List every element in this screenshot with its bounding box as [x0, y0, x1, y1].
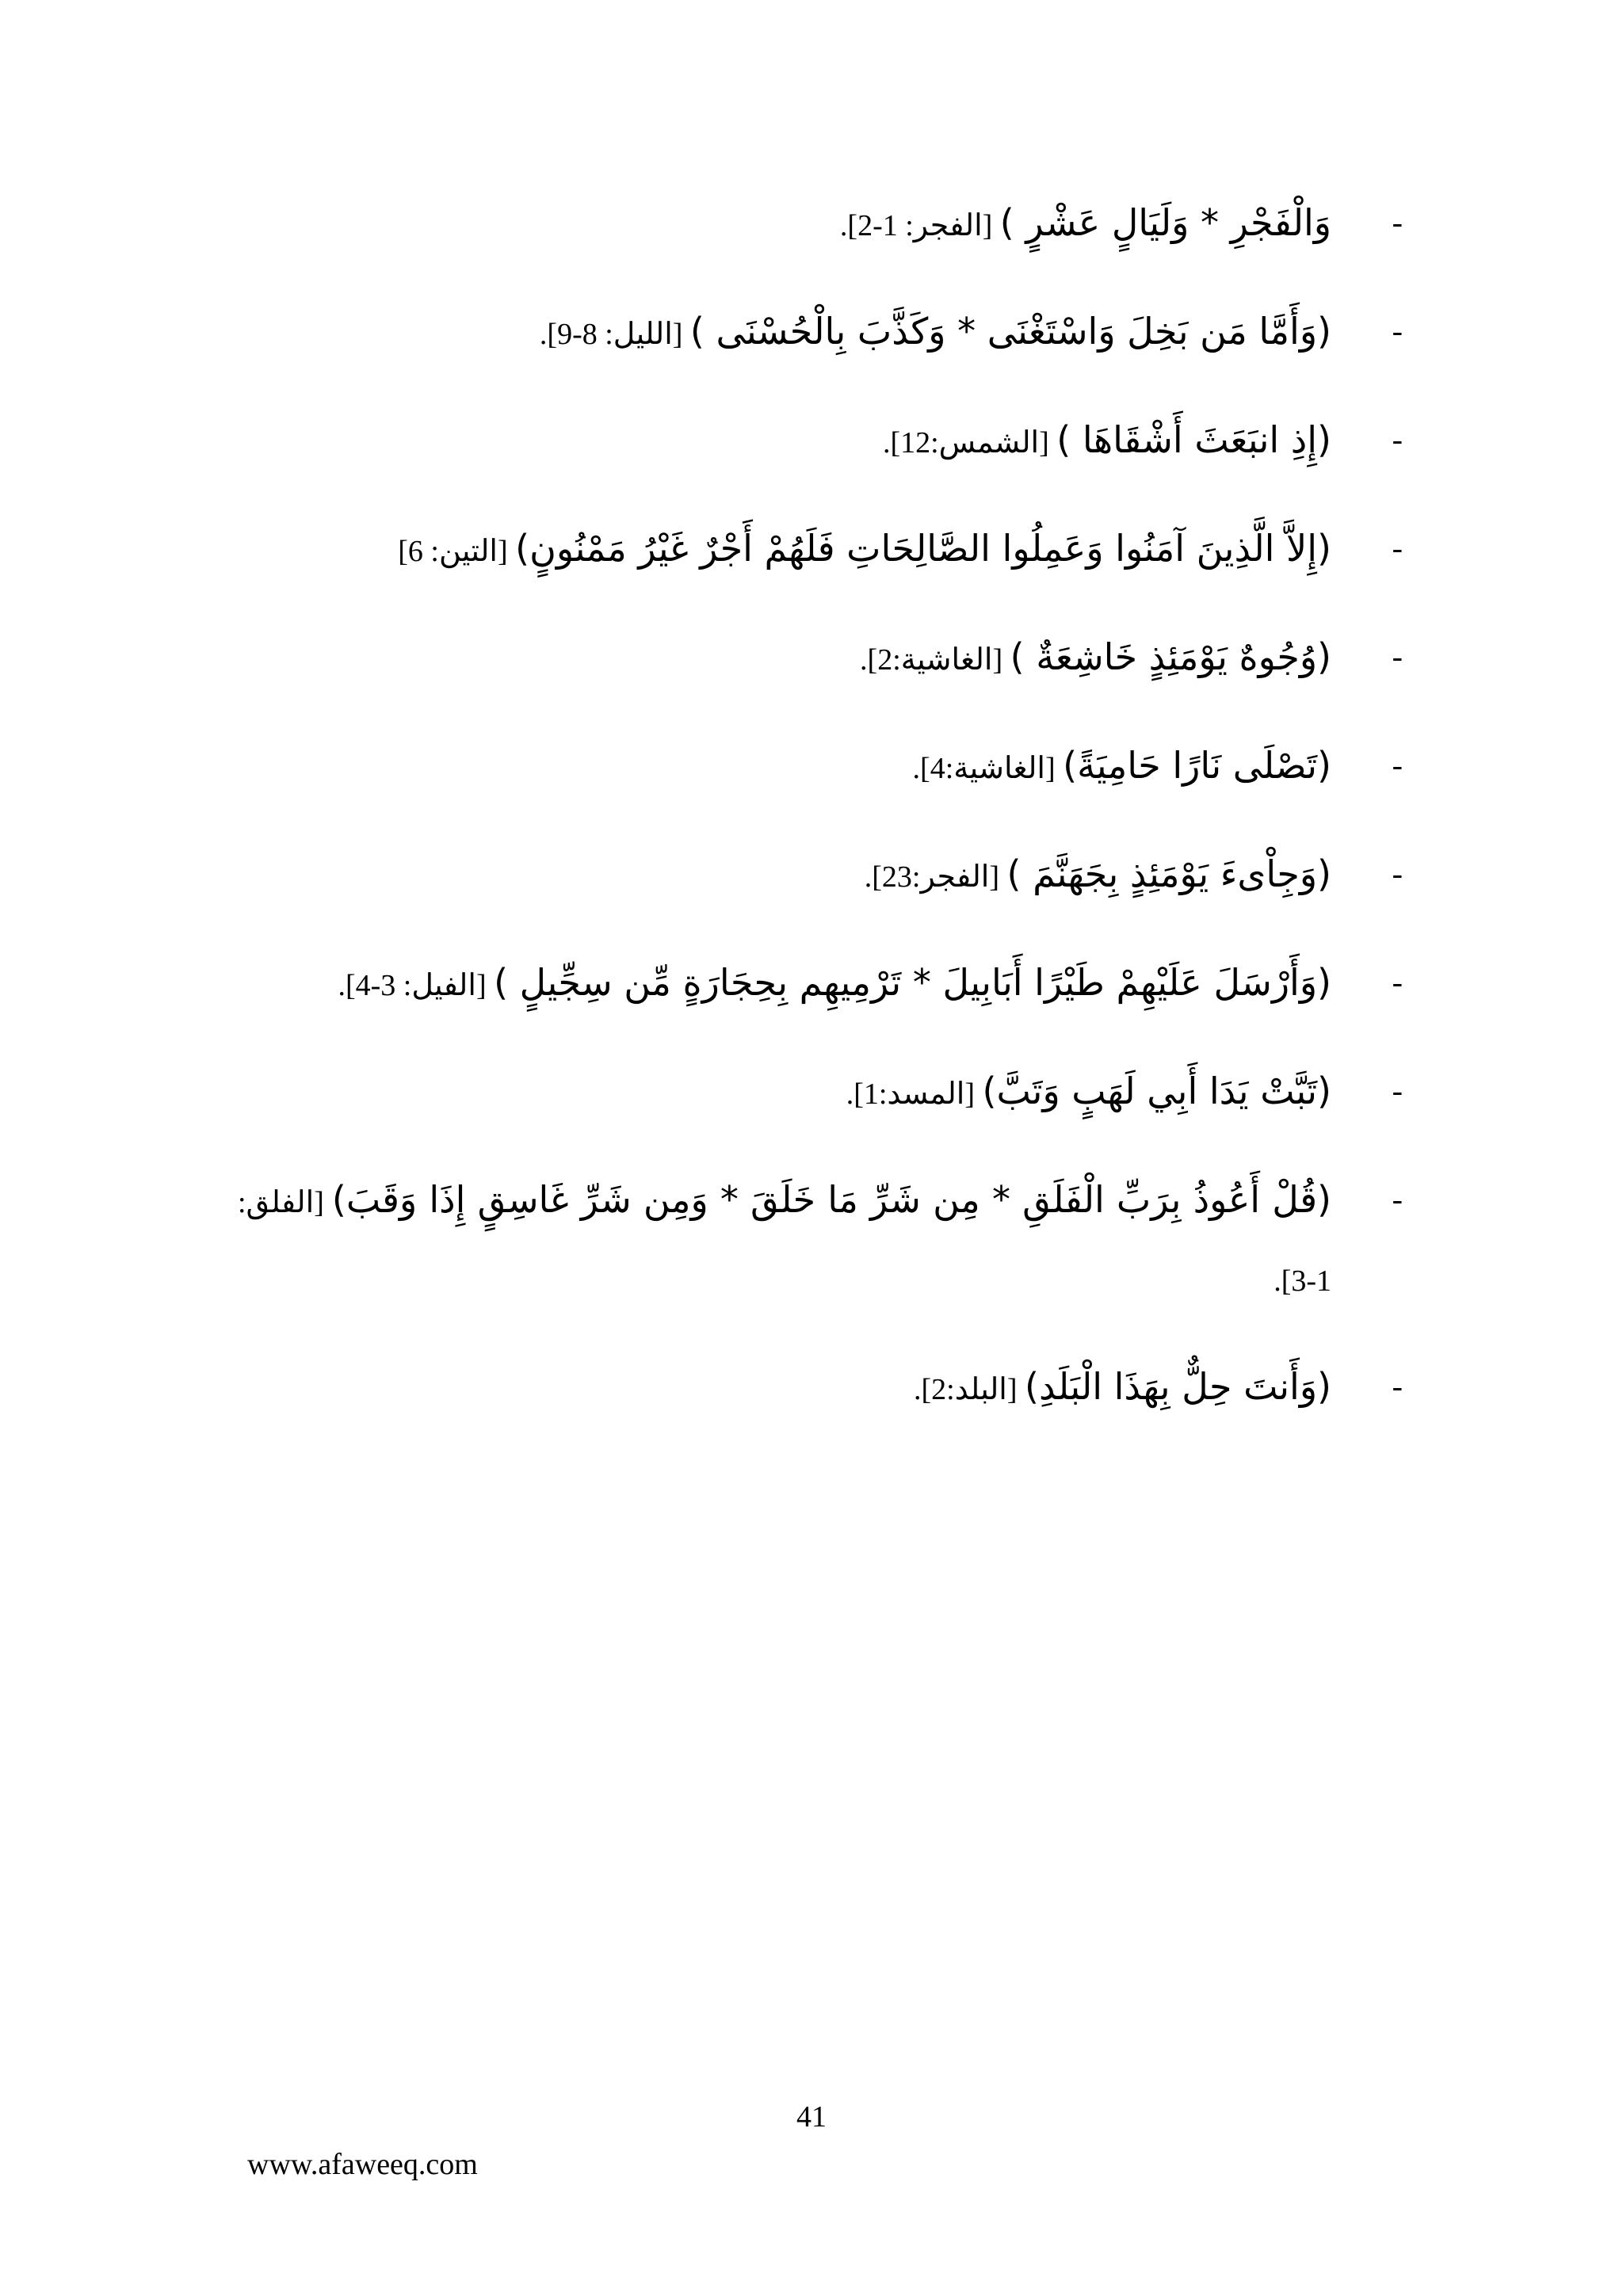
verse-text: (إِلاَّ الَّذِينَ آمَنُوا وَعَمِلُوا الصَّالِحَاتِ فَلَهُمْ أَجْرٌ غَيْرُ مَمْنُونٍ): [515, 527, 1331, 570]
list-dash: -: [1392, 1368, 1403, 1404]
list-dash: -: [1392, 313, 1403, 349]
verse-reference: [الغاشية:2].: [860, 643, 1010, 677]
verse-text: (وَجِاْىءَ يَوْمَئِذٍ بِجَهَنَّمَ ): [1006, 852, 1331, 895]
verse-item: [238, 1350, 1403, 1432]
verse-text: (إِذِ انبَعَثَ أَشْقَاهَا ): [1056, 418, 1331, 461]
list-dash: -: [1392, 639, 1403, 674]
verse-text: (تَبَّتْ يَدَا أَبِي لَهَبٍ وَتَبَّ): [982, 1070, 1331, 1112]
verse-item: [238, 1055, 1403, 1136]
list-dash: -: [1392, 1073, 1403, 1108]
verse-reference: [التين: 6]: [398, 535, 516, 568]
list-dash: -: [1392, 964, 1403, 1000]
verse-reference: [الفجر:23].: [864, 860, 1007, 894]
list-dash: -: [1392, 856, 1403, 891]
list-dash: -: [1392, 204, 1403, 240]
list-dash: -: [1392, 421, 1403, 457]
verse-item: [238, 620, 1403, 702]
verse-item: [238, 186, 1403, 268]
verse-reference: [الغاشية:4].: [912, 752, 1064, 785]
verse-text: (وَأَمَّا مَن بَخِلَ وَاسْتَغْنَى * وَكَذَّبَ بِالْحُسْنَى ): [689, 310, 1331, 353]
verse-item: [238, 512, 1403, 593]
verse-reference: [المسد:1].: [846, 1077, 983, 1111]
verse-text: (تَصْلَى نَارًا حَامِيَةً): [1063, 744, 1331, 787]
verse-item: [238, 1163, 1403, 1323]
verse-reference: [الفيل: 3-4].: [338, 969, 495, 1002]
verse-item: [238, 729, 1403, 810]
verse-text: (وَأَنتَ حِلٌّ بِهَذَا الْبَلَدِ): [1025, 1365, 1331, 1408]
verse-text: (قُلْ أَعُوذُ بِرَبِّ الْفَلَقِ * مِن شَرِّ مَا خَلَقَ * وَمِن شَرِّ غَاسِقٍ إِذَا وَقَبَ): [331, 1178, 1332, 1221]
verse-reference: [الشمس:12].: [882, 426, 1057, 460]
verse-reference: [الفلق: 1-3].: [238, 1186, 1331, 1298]
verse-item: [238, 946, 1403, 1028]
footer-website: www.afaweeq.com: [247, 2148, 478, 2181]
verse-reference: [البلد:2].: [914, 1373, 1025, 1406]
verse-text: وَالْفَجْرِ * وَلَيَالٍ عَشْرٍ ): [999, 201, 1331, 244]
verse-text: (وُجُوهٌ يَوْمَئِذٍ خَاشِعَةٌ ): [1010, 635, 1331, 678]
verse-text: (وَأَرْسَلَ عَلَيْهِمْ طَيْرًا أَبَابِيلَ * تَرْمِيهِم بِحِجَارَةٍ مِّن سِجِّيلٍ ): [494, 961, 1331, 1004]
verse-item: [238, 403, 1403, 485]
page-number: 41: [796, 2100, 827, 2134]
verse-item: [238, 837, 1403, 919]
verse-list: [238, 186, 1403, 1459]
list-dash: -: [1392, 1181, 1403, 1217]
verse-reference: [الفجر: 1-2].: [839, 209, 1000, 242]
list-dash: -: [1392, 530, 1403, 566]
list-dash: -: [1392, 747, 1403, 783]
verse-item: [238, 295, 1403, 376]
verse-reference: [الليل: 8-9].: [539, 318, 690, 351]
